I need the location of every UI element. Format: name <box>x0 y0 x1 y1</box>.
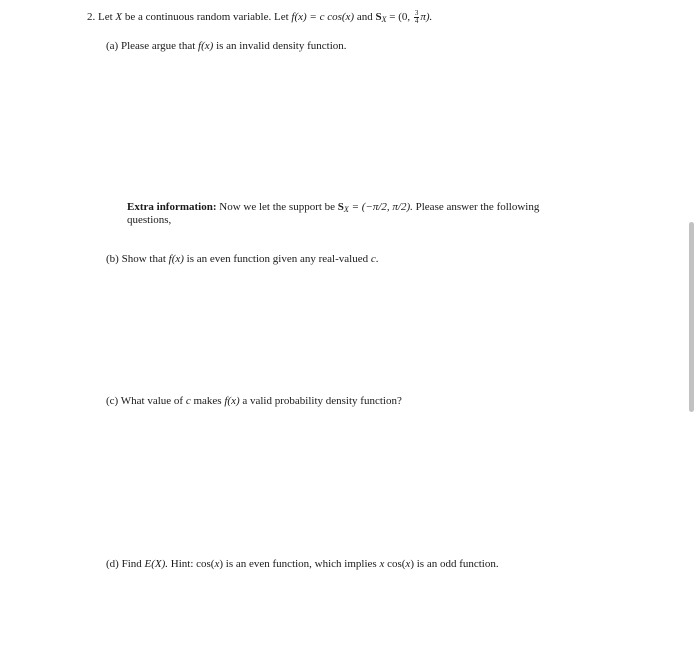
part-c-label: (c) <box>106 395 119 407</box>
part-d-label: (d) <box>106 558 119 570</box>
part-d-text: Find <box>121 558 142 570</box>
variable-x: x <box>214 558 220 570</box>
density-f: f(x) <box>224 395 240 407</box>
density-f: f(x) <box>198 40 214 52</box>
support-symbol: S <box>337 201 344 213</box>
part-b <box>106 253 378 266</box>
part-d-hint: Hint: cos( <box>170 558 215 570</box>
constant-c: c <box>370 253 376 265</box>
constant-c: c <box>185 395 191 407</box>
fraction-denominator: 4 <box>414 17 419 25</box>
variable-x: x <box>405 558 411 570</box>
problem-text: be a continuous random variable. Let <box>124 11 289 23</box>
support-subscript: X <box>381 15 387 24</box>
extra-text: Now we let the support be <box>219 201 336 213</box>
support-symbol: S <box>375 11 382 23</box>
part-c-text: a valid probability density function? <box>242 395 402 407</box>
support-interval-end: π). <box>420 11 433 23</box>
variable-x: x <box>379 558 385 570</box>
fraction-numerator: 3 <box>414 9 419 17</box>
part-d-hint: ) is an even function, which implies <box>219 558 377 570</box>
problem-number: 2. <box>87 11 96 23</box>
part-d <box>106 558 499 571</box>
part-c <box>106 395 402 408</box>
part-c-text: What value of <box>120 395 184 407</box>
part-c-text: makes <box>193 395 222 407</box>
expectation: E(X). <box>144 558 169 570</box>
part-b-label: (b) <box>106 253 119 265</box>
density-expression: f(x) = c cos(x) <box>291 11 355 23</box>
problem-text: and <box>356 11 373 23</box>
part-a-text: Please argue that <box>120 40 196 52</box>
density-f: f(x) <box>168 253 184 265</box>
fraction <box>414 10 420 25</box>
part-a <box>106 40 347 53</box>
variable-x: X <box>115 11 123 23</box>
part-a-text: is an invalid density function. <box>216 40 347 52</box>
problem-statement <box>87 10 432 26</box>
extra-heading: Extra information: <box>127 201 217 213</box>
part-b-text: Show that <box>121 253 166 265</box>
extra-information-continued <box>127 214 171 227</box>
part-b-text: is an even function given any real-valued <box>186 253 369 265</box>
extra-information <box>127 201 539 216</box>
support-interval: = (−π/2, π/2). <box>348 201 413 213</box>
support-interval: = (0, <box>386 11 411 23</box>
extra-text: Please answer the following <box>415 201 540 213</box>
scrollbar-thumb[interactable] <box>689 222 694 412</box>
part-d-hint: cos( <box>387 558 406 570</box>
problem-text: Let <box>98 11 113 23</box>
part-a-label: (a) <box>106 40 119 52</box>
part-d-hint: ) is an odd function. <box>410 558 499 570</box>
support-subscript: X <box>343 205 349 214</box>
part-b-end: . <box>375 253 379 265</box>
extra-text: questions, <box>127 214 172 226</box>
